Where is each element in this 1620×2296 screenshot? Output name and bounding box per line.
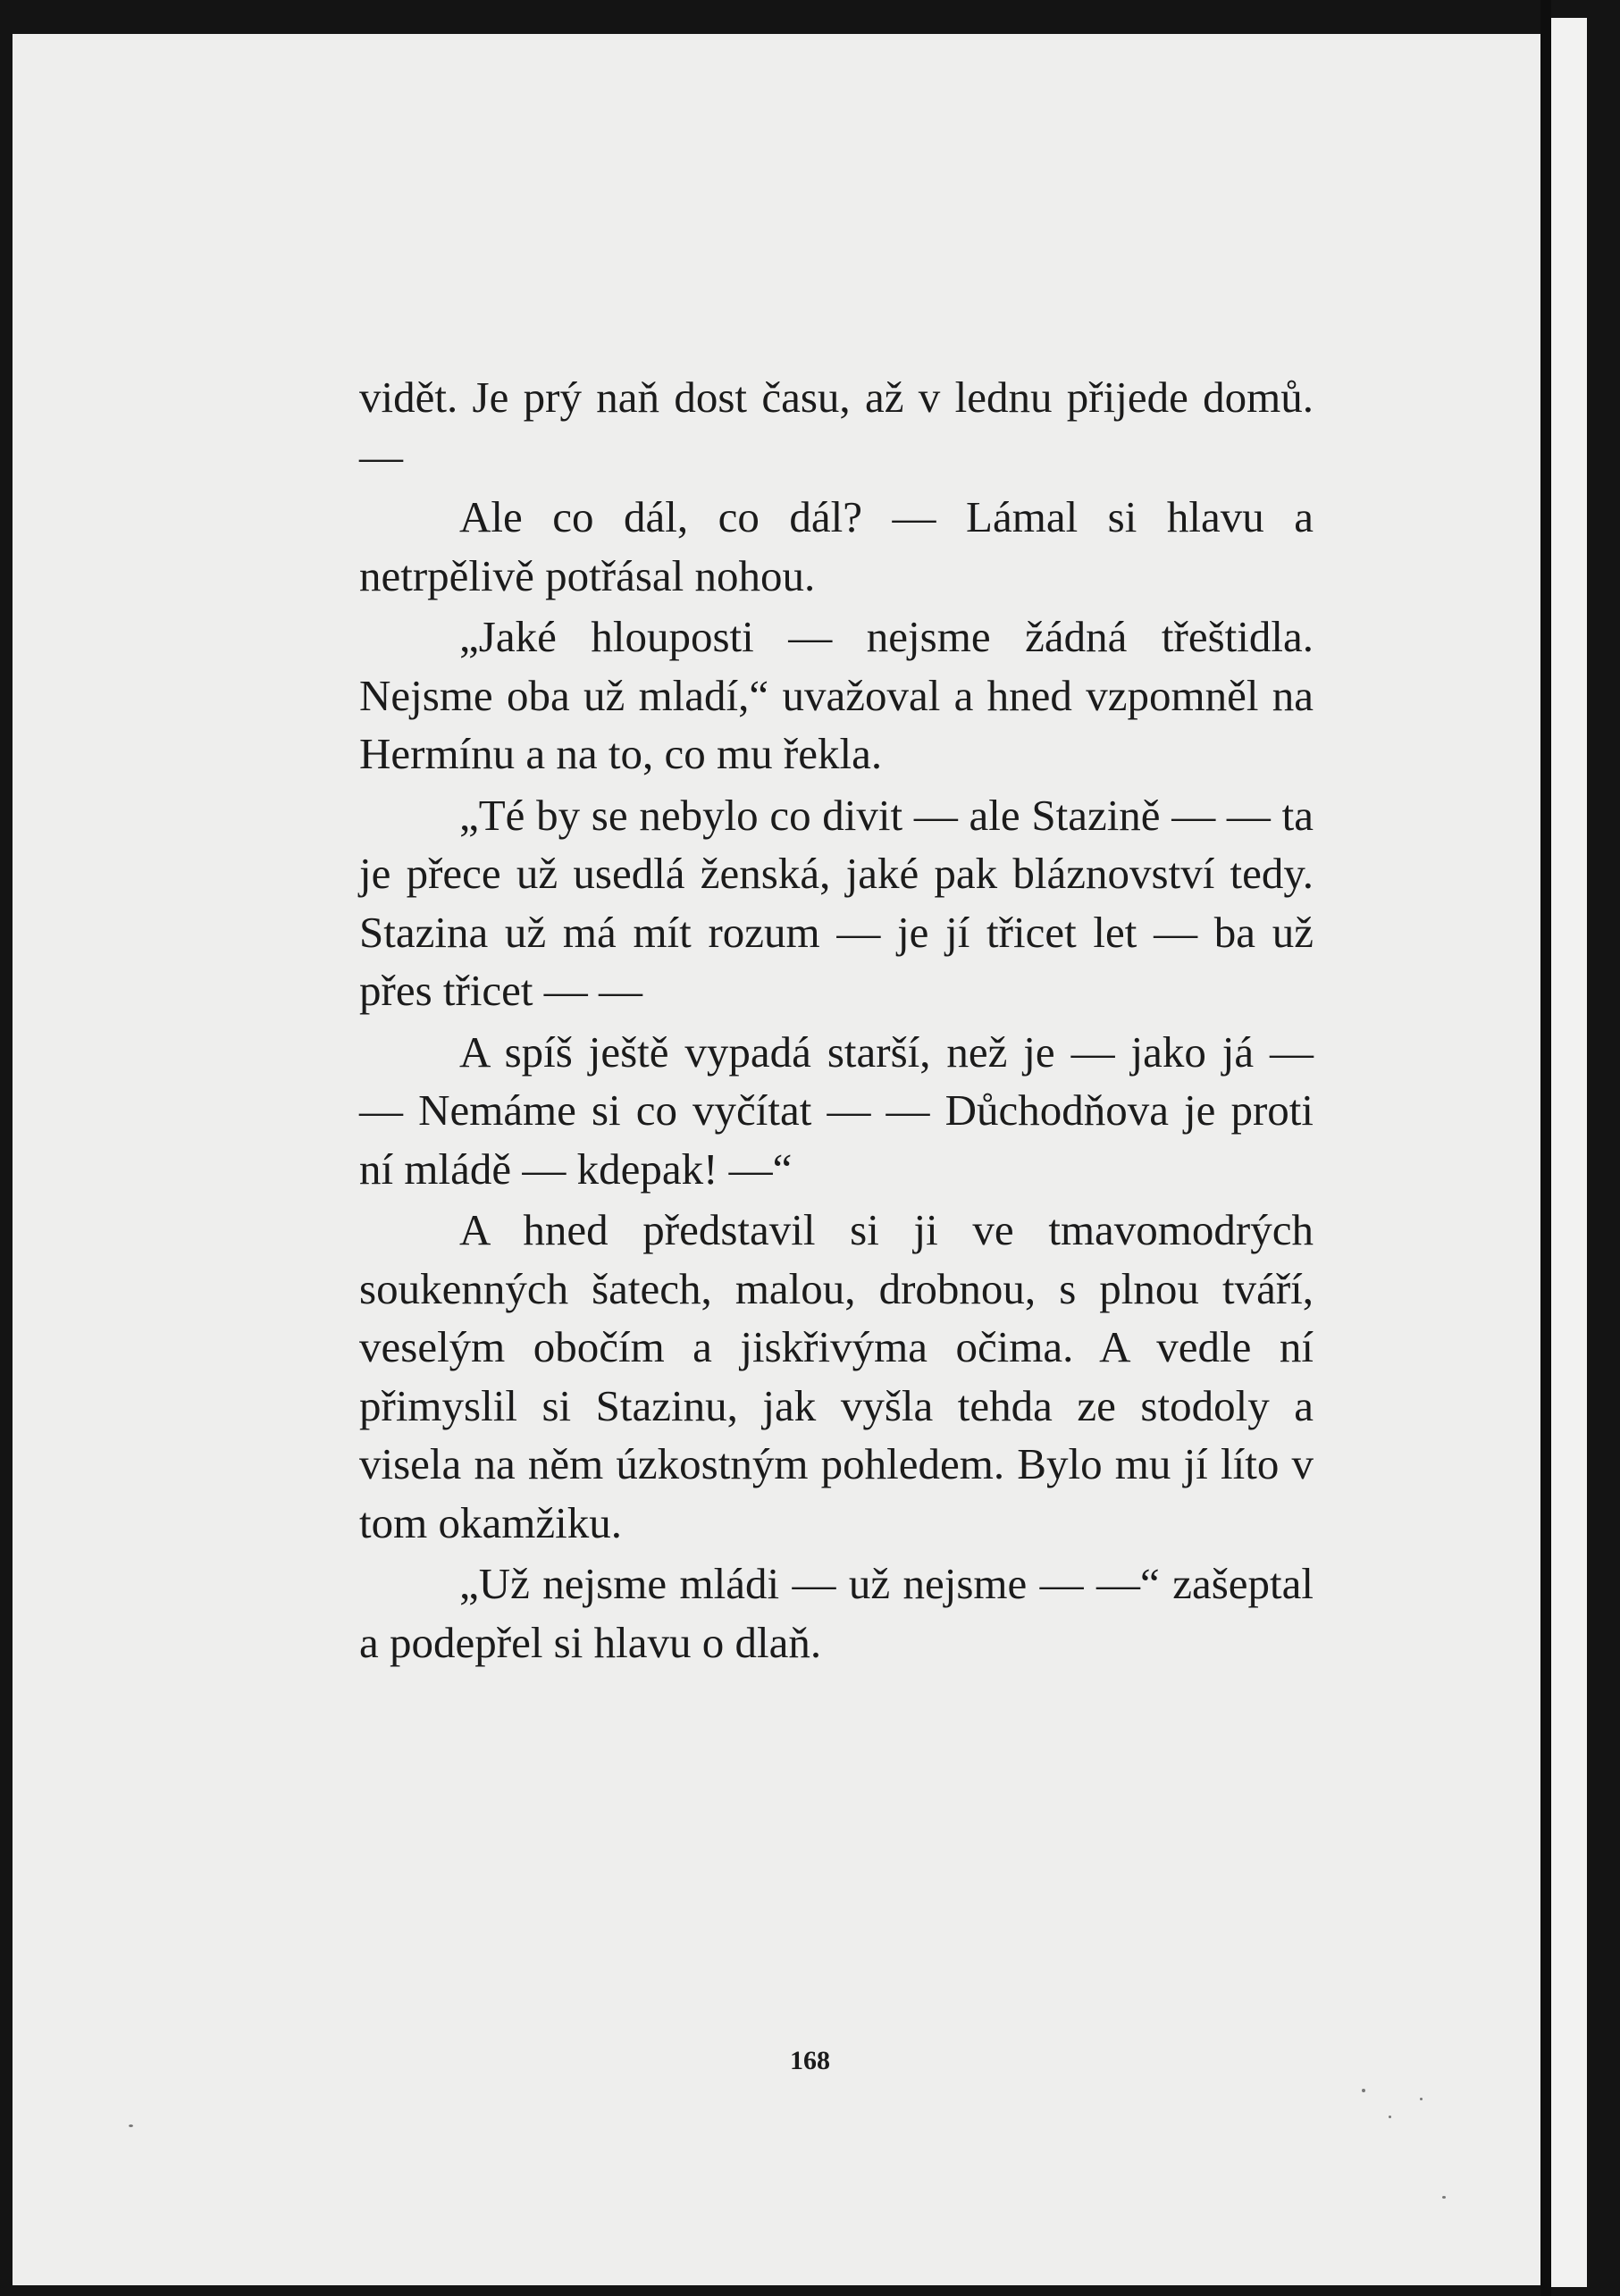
dust-speck xyxy=(1420,2098,1423,2100)
dust-speck xyxy=(129,2124,133,2127)
dust-speck xyxy=(1442,2196,1446,2199)
paragraph: Ale co dál, co dál? — Lámal si hlavu a netrpělivě potřásal nohou. xyxy=(359,492,1314,600)
adjacent-page-edge xyxy=(1551,18,1587,2287)
paragraph: A spíš ještě vypadá starší, než je — jako já — — Nemáme si co vyčítat — — Důchodňova je proti ní mládě — kdepak! —“ xyxy=(359,1026,1314,1194)
paragraph: „Jaké hlouposti — nejsme žádná třeštidla. Nejsme oba už mladí,“ uvažoval a hned vzpomněl na Hermínu a na to, co mu řekla. xyxy=(359,612,1314,778)
paragraph: A hned představil si ji ve tmavomodrých soukenných šatech, malou, drobnou, s plnou tváří, veselým obočím a jiskřivýma očima. A vedle ní přimyslil si Stazinu, jak vyšla tehda ze stodoly a visela na něm úzkostným pohledem. Bylo mu jí líto v tom okamžiku. xyxy=(359,1205,1314,1547)
dust-speck xyxy=(1362,2089,1365,2092)
paragraph: vidět. Je prý naň dost času, až v lednu přijede domů. — xyxy=(359,373,1314,481)
page-number: 168 xyxy=(790,2046,830,2075)
dust-speck xyxy=(1389,2116,1391,2118)
paragraph: „Té by se nebylo co divit — ale Stazině — — ta je přece už usedlá ženská, jaké pak bláznovství tedy. Stazina už má mít rozum — je jí třicet let — ba už přes třicet — — xyxy=(359,790,1314,1015)
body-text xyxy=(359,368,1314,1674)
paragraph: „Už nejsme mládi — už nejsme — —“ zašeptal a podepřel si hlavu o dlaň. xyxy=(359,1559,1314,1667)
binding-shadow xyxy=(1540,0,1551,2296)
